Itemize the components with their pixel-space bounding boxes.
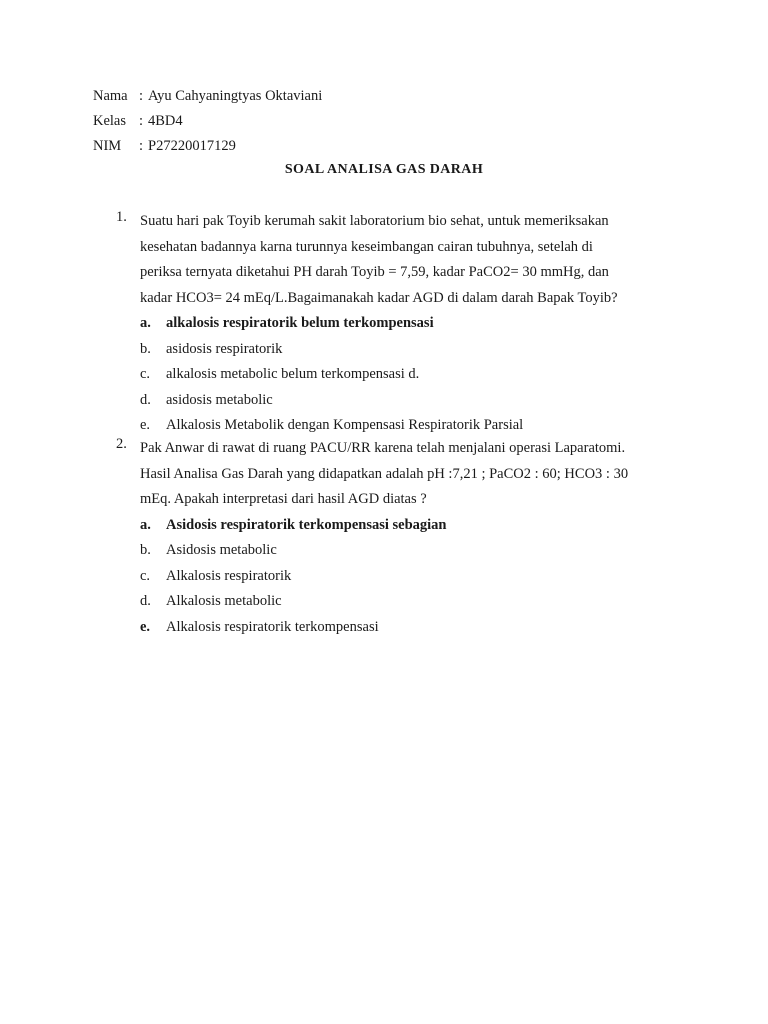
nim-label: NIM [93,138,122,154]
answer-option-c [140,362,676,388]
answer-option-b [140,337,676,363]
question-line: Suatu hari pak Toyib kerumah sakit laboratorium bio sehat, untuk memeriksakan [140,213,609,229]
nim-row [93,136,322,161]
class-colon: : [139,113,144,129]
answer-option-e [140,615,676,641]
option-letter: a. [140,516,151,533]
option-letter: b. [140,542,151,558]
option-letter: d. [140,391,151,408]
question-line: Pak Anwar di rawat di ruang PACU/RR karena telah menjalani operasi Laparatomi. [140,440,626,456]
class-row [93,111,322,136]
class-value: 4BD4 [148,113,183,129]
option-text: Alkalosis metabolic [166,593,282,609]
option-letter: d. [140,593,151,609]
page-title: SOAL ANALISA GAS DARAH [284,162,484,177]
answer-option-d [140,589,676,615]
class-label: Kelas [93,113,127,129]
nim-value: P27220017129 [148,138,236,154]
option-letter: c. [140,366,151,382]
option-text: Alkalosis respiratorik [166,567,292,584]
question-line: kadar HCO3= 24 mEq/L.Bagaimanakah kadar AGD di dalam darah Bapak Toyib? [140,289,618,306]
question-2 [116,436,676,640]
question-1 [116,209,676,439]
option-letter: e. [140,618,151,635]
name-colon: : [139,88,144,104]
option-text: Alkalosis Metabolik dengan Kompensasi Respiratorik Parsial [166,417,524,433]
name-row [93,86,322,111]
option-text: asidosis metabolic [166,391,273,408]
answer-option-b [140,538,676,564]
name-label: Nama [93,88,128,104]
option-letter: c. [140,567,151,584]
option-text: Asidosis respiratorik terkompensasi sebagian [166,516,447,533]
question-number: 2. [116,436,127,452]
option-text: asidosis respiratorik [166,340,283,357]
question-number: 1. [116,209,127,225]
answer-option-e [140,413,676,439]
nim-colon: : [139,138,144,154]
name-value: Ayu Cahyaningtyas Oktaviani [148,88,323,104]
option-text: Alkalosis respiratorik terkompensasi [166,618,379,635]
question-text [140,209,676,311]
question-line: Hasil Analisa Gas Darah yang didapatkan adalah pH :7,21 ; PaCO2 : 60; HCO3 : 30 [140,465,629,482]
question-text [140,436,676,513]
question-line: mEq. Apakah interpretasi dari hasil AGD diatas ? [140,491,427,507]
option-text: Asidosis metabolic [166,542,277,558]
answer-options [140,513,676,641]
option-text: alkalosis metabolic belum terkompensasi d. [166,366,420,382]
option-letter: e. [140,417,151,433]
option-text: alkalosis respiratorik belum terkompensasi [166,315,434,331]
answer-option-c [140,564,676,590]
question-line: periksa ternyata diketahui PH darah Toyib = 7,59, kadar PaCO2= 30 mmHg, dan [140,264,609,280]
answer-options [140,311,676,439]
answer-option-a [140,311,676,337]
student-info [93,86,322,161]
option-letter: a. [140,315,151,331]
option-letter: b. [140,340,151,357]
answer-option-a [140,513,676,539]
question-line: kesehatan badannya karna turunnya keseimbangan cairan tubuhnya, setelah di [140,238,593,255]
answer-option-d [140,388,676,414]
